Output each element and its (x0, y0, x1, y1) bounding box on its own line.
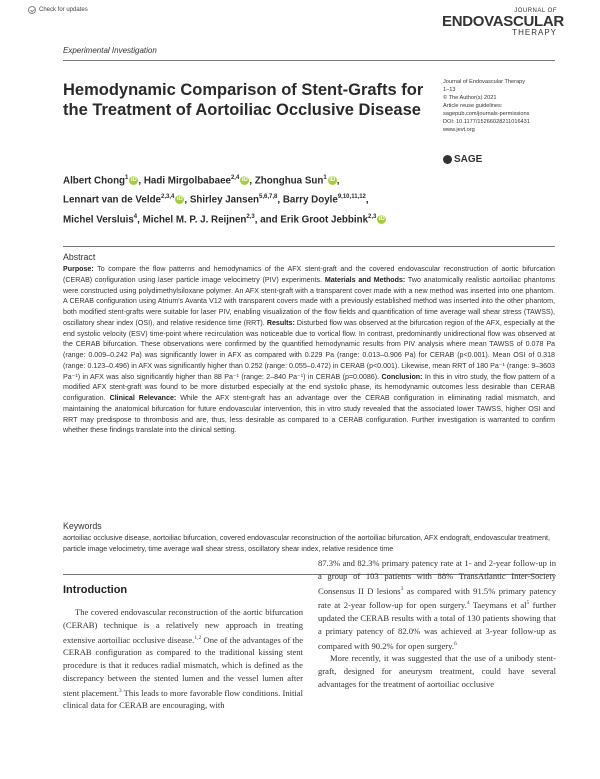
author-separator: , (184, 194, 188, 206)
intro-paragraph: More recently, it was suggested that the use of a unibody stent-graft, designed for aneurysm treatment, could have several advantages for the treatment of aortoiliac occlusive (318, 653, 556, 689)
citation-ref[interactable]: 3 (118, 687, 122, 694)
purpose-text: To compare the flow patterns and hemodynamics of the AFX stent-graft and the covered endovascular reconstruction of aortic bifurcation (CERAB) configuration using laser particle image velocimetry (PIV) experiments. (63, 265, 556, 284)
intro-text: 87.3% and 82.3% primary patency rate at 1- and 2-year follow-up in a group of 103 patients with 88% TransAtlantic Inter-Society Consensus II D lesions (318, 558, 556, 596)
section-label: Experimental Investigation (63, 46, 157, 55)
keywords-text: aortoiliac occlusive disease, aortoiliac bifurcation, covered endovascular reconstruction of the aortoiliac bifurcation, AFX endograft, endovascular treatment, particle image velocimetry, time average wall shear stress, oscillatory shear index, relative residence time (63, 534, 550, 553)
author-separator: , (336, 175, 340, 187)
check-for-updates-badge[interactable] (28, 6, 88, 14)
introduction-heading: Introduction (63, 584, 128, 596)
author-separator: , (365, 194, 369, 206)
orcid-icon[interactable]: iD (176, 196, 183, 203)
keywords-heading: Keywords (63, 521, 102, 531)
author-name[interactable]: Albert Chong (63, 175, 126, 187)
relevance-text: While the AFX stent-graft has an advantage over the CERAB configuration in eliminating radial mismatch, and maintaining the anatomical bifurcation for future endovascular intervention, this in vitro study revealed that the associated lower TAWSS, higher OSI and RRT may predispose to thrombosis and are, thus, less desirable as compared to a CERAB configuration. Further investigation is warranted to confirm whether these findings translate into the clinical setting. (63, 394, 555, 435)
intro-right-column (318, 557, 556, 691)
author-separator: , (138, 175, 142, 187)
meta-journal: Journal of Endovascular Therapy (443, 79, 525, 85)
meta-pages: 1–13 (443, 87, 456, 93)
orcid-icon[interactable]: iD (130, 177, 137, 184)
orcid-icon[interactable]: iD (378, 215, 385, 222)
author-affiliation: 5,6,7,8 (259, 194, 278, 201)
author-name[interactable]: Shirley Jansen (189, 194, 260, 206)
abstract-heading: Abstract (63, 252, 96, 262)
purpose-label: Purpose: (63, 265, 94, 273)
meta-doi[interactable]: DOI: 10.1177/15266028211016431 (443, 119, 530, 125)
conclusion-text: In this in vitro study, the flow pattern of a modified AFX stent-graft was found to be more disturbed especially at the end systolic phase, its hemodynamic outcomes less desirable than CERAB configuration. (63, 372, 555, 402)
intro-text: One of the advantages of the CERAB configuration as compared to the traditional kissing stent procedure is that it reduces radial mismatch, which is defined as the discrepancy between the stented lumen and the vessel lumen after stent placement. (63, 634, 304, 698)
intro-paragraph (63, 606, 303, 712)
author-name[interactable]: Michel M. P. J. Reijnen (142, 213, 247, 225)
intro-text: as compared with 91.5% primary patency rate at 2-year follow-up for open surgery. (318, 585, 556, 611)
intro-text: further updated the CERAB results with a total of 130 patients showing that a primary patency of 82.0% was achieved at 3-year follow-up as compared with 90.2% for open surgery. (318, 600, 556, 651)
author-affiliation: 1 (323, 175, 327, 181)
author-affiliation: 2,3,4 (161, 194, 175, 201)
check-updates-icon (28, 6, 36, 14)
meta-permissions-link[interactable]: sagepub.com/journals-permissions (443, 111, 530, 117)
author-affiliation: 9,10,11,12 (337, 194, 366, 201)
meta-website[interactable]: www.jevt.org (443, 127, 475, 133)
author-affiliation: 2,4 (230, 175, 240, 181)
journal-logo-line2: ENDOVASCULAR (442, 13, 564, 30)
author-separator: , and (254, 213, 278, 225)
results-label: Results: (266, 318, 295, 327)
sage-circle-icon (443, 155, 452, 164)
methods-text: Two anatomically realistic aortoiliac phantoms were constructed using polydimethylsiloxane polymer. An AFX stent-graft with a transparent cover made with a new method was inserted into one phantom. A CERAB configuration using Atrium's Avanta V12 with transparent covers made with a previously established method was inserted into the other phantom, both modified stent-grafts were suitable for laser PIV, enabling visualization of the flow fields and quantification of time average wall shear stress (TAWSS), oscillatory shear index (OSI), and relative residence time (RRT). (63, 275, 555, 327)
citation-ref[interactable]: 3 (400, 585, 404, 592)
intro-text: This leads to more favorable flow conditions. Initial clinical data for CERAB are encouraging, with (63, 687, 303, 711)
article-title: Hemodynamic Comparison of Stent-Grafts for the Treatment of Aortoiliac Occlusive Disease (63, 81, 424, 119)
author-affiliation: 4 (133, 213, 138, 220)
author-affiliation: 2,3 (368, 213, 377, 220)
author-affiliation: 2,3 (246, 213, 255, 220)
orcid-icon[interactable]: iD (241, 177, 248, 184)
results-text: Disturbed flow was observed at the bifurcation region of the AFX, especially at the end systolic velocity (ESV) time-point where recirculation was noticeable due to vortical flow. In contrast, predominantly unidirectional flow was observed at the CERAB bifurcation. These observations were confirmed by the quantified hemodynamic results from PIV analysis where mean TAWSS of 0.078 Pa (range: 0.009–0.242 Pa) was significantly lower in AFX as compared with 0.229 Pa (range: 0.013–0.906 Pa) for CERAB (p<0.001). Mean OSI of 0.318 (range: 0.123–0.496) in AFX was significantly higher than 0.252 (range: 0.055–0.472) in CERAB (p<0.001). Likewise, mean RRT of 180 Pa⁻¹ (range: 9–3603 Pa⁻¹) in AFX was also significantly higher than 88 Pa⁻¹ (range: 2–840 Pa⁻¹) in CERAB (p=0.0086). (63, 318, 555, 381)
author-name[interactable]: Zhonghua Sun (254, 175, 324, 187)
intro-text: Taeymans et al (469, 600, 527, 611)
author-name[interactable]: Erik Groot Jebbink (280, 213, 369, 225)
author-name[interactable]: Barry Doyle (282, 194, 338, 206)
citation-ref[interactable]: 4 (466, 600, 470, 607)
author-separator: , (249, 175, 253, 187)
author-separator: , (277, 194, 281, 206)
author-separator: , (137, 213, 140, 225)
check-updates-label: Check for updates (39, 7, 88, 13)
conclusion-label: Conclusion: (381, 372, 423, 381)
meta-copyright: © The Author(s) 2021 (443, 95, 497, 101)
abstract-divider (63, 246, 555, 247)
abstract-body (63, 264, 555, 436)
meta-reuse: Article reuse guidelines: (443, 103, 503, 109)
journal-logo-line3: THERAPY (512, 28, 557, 37)
header-divider (63, 60, 555, 61)
intro-paragraph (318, 557, 556, 652)
article-meta (443, 78, 558, 134)
intro-left-column (63, 606, 303, 712)
intro-text: The covered endovascular reconstruction of the aortic bifurcation (CERAB) technique is a relatively new approach in treating extensive aortoiliac occlusive disease. (63, 607, 303, 645)
author-affiliation: 1 (125, 175, 129, 181)
author-name[interactable]: Hadi Mirgolbabaee (143, 175, 231, 187)
journal-logo-line1: JOURNAL OF (514, 8, 557, 14)
citation-ref[interactable]: 5 (526, 600, 530, 607)
relevance-label: Clinical Relevance: (109, 394, 177, 402)
author-name[interactable]: Lennart van de Velde (63, 194, 162, 206)
author-name[interactable]: Michel Versluis (63, 213, 134, 225)
citation-ref[interactable]: 6 (454, 640, 457, 647)
orcid-icon[interactable]: iD (329, 177, 336, 184)
publisher-logo (443, 154, 482, 165)
publisher-name: SAGE (454, 154, 483, 165)
author-list (63, 170, 533, 228)
citation-ref[interactable]: 1,2 (194, 634, 202, 641)
journal-logo (442, 8, 564, 37)
methods-label: Materials and Methods: (324, 275, 406, 284)
